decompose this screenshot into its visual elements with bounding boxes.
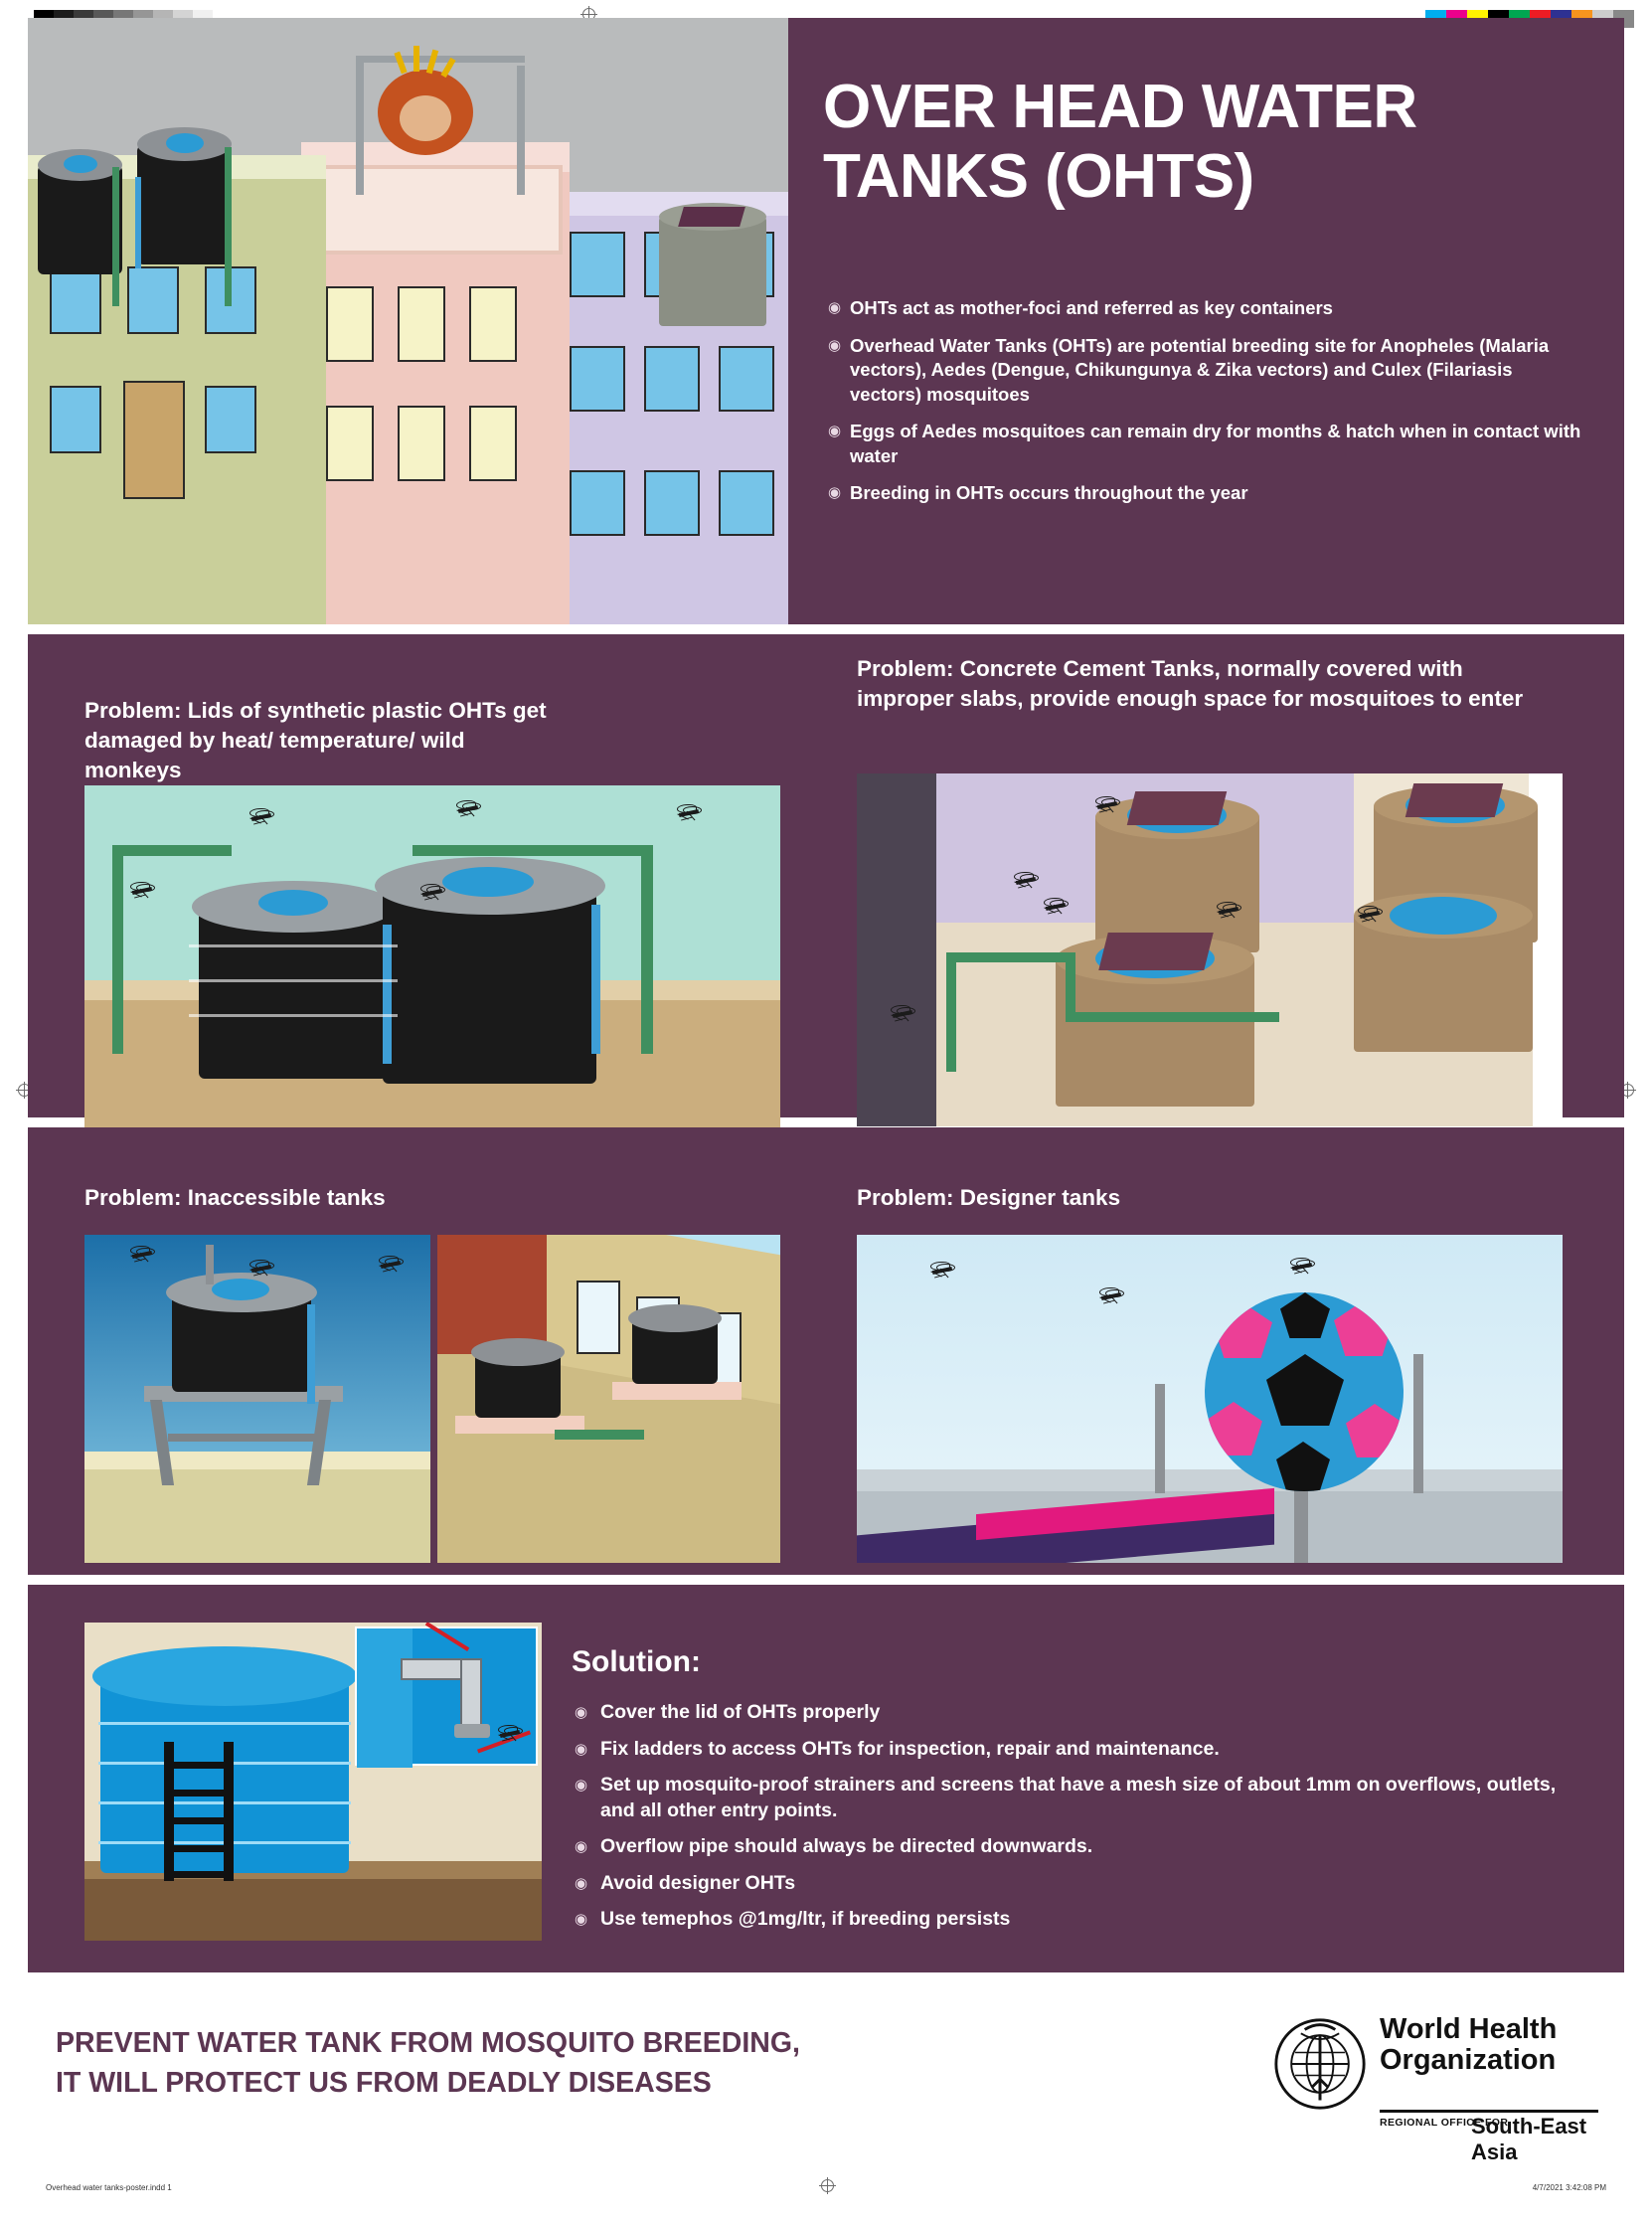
bullet-text: Overhead Water Tanks (OHTs) are potential breeding site for Anopheles (Malaria vectors), Aedes (Dengue, Chikungunya & Zika vectors) and Culex (Filariasis vectors) mosquitoes xyxy=(850,334,1550,405)
monkey-hair xyxy=(413,46,419,72)
who-logo-block xyxy=(1272,2010,1600,2164)
mosquito-icon xyxy=(1008,871,1042,891)
overflow-pipe xyxy=(112,167,119,306)
ledge xyxy=(612,1382,742,1400)
football-panel xyxy=(1266,1354,1344,1426)
window xyxy=(326,406,374,481)
list-item xyxy=(575,1700,1578,1726)
who-name-line2: Organization xyxy=(1380,2044,1557,2076)
mosquito-icon xyxy=(244,807,277,827)
rooftop-floor xyxy=(84,1463,430,1563)
tank-lid-closed xyxy=(92,1646,357,1706)
bullet-icon: ◉ xyxy=(575,1874,588,1892)
outlet-pipe xyxy=(307,1304,315,1404)
window xyxy=(719,346,774,412)
monkey-face xyxy=(400,95,451,141)
list-item xyxy=(828,334,1583,408)
image-concrete-tanks xyxy=(857,773,1563,1126)
plastic-water-tank xyxy=(137,145,232,264)
water-surface xyxy=(1390,897,1497,935)
bullet-icon: ◉ xyxy=(575,1740,588,1758)
mosquito-icon xyxy=(671,803,705,823)
window xyxy=(205,386,256,453)
ladder-rung xyxy=(164,1790,234,1797)
list-item xyxy=(575,1834,1578,1860)
header-bullet-list xyxy=(828,296,1583,519)
window xyxy=(570,232,625,297)
overflow-pipe xyxy=(413,845,651,856)
problem-caption-inaccessible-tanks: Problem: Inaccessible tanks xyxy=(84,1185,386,1210)
mosquito-icon xyxy=(885,1004,918,1024)
tank-support-post xyxy=(517,66,525,195)
mosquito-icon xyxy=(373,1255,407,1275)
rooftop-edge xyxy=(857,1469,1563,1491)
tank-rib xyxy=(189,1014,398,1017)
who-emblem-icon xyxy=(1272,2016,1368,2112)
list-item xyxy=(828,481,1583,506)
overflow-pipe xyxy=(225,147,232,306)
hero-illustration-rooftop-tanks xyxy=(28,18,788,624)
plastic-water-tank xyxy=(383,885,596,1084)
page-title xyxy=(823,73,1588,212)
water-surface xyxy=(442,867,534,897)
football-panel xyxy=(1346,1404,1404,1457)
bullet-icon: ◉ xyxy=(828,336,842,354)
window xyxy=(469,286,517,362)
who-name-line1: World Health xyxy=(1380,2013,1558,2045)
tank-lid xyxy=(471,1338,565,1366)
parapet-wall xyxy=(314,165,563,255)
list-item xyxy=(575,1907,1578,1933)
window xyxy=(127,266,179,334)
tank-lid xyxy=(628,1304,722,1332)
mosquito-icon xyxy=(1352,905,1386,925)
window xyxy=(570,346,625,412)
who-organization-name xyxy=(1380,2014,1557,2076)
list-item xyxy=(575,1773,1578,1823)
mosquito-icon xyxy=(1093,1286,1127,1306)
problem-caption-designer-tanks: Problem: Designer tanks xyxy=(857,1185,1121,1210)
mosquito-icon xyxy=(1284,1257,1318,1277)
window xyxy=(577,1281,620,1354)
designer-football-tank xyxy=(1205,1292,1404,1491)
improper-slab xyxy=(1098,933,1213,970)
solution-text: Cover the lid of OHTs properly xyxy=(600,1701,881,1723)
mosquito-icon xyxy=(124,1245,158,1265)
image-inaccessible-tank-ledge xyxy=(437,1235,780,1563)
bullet-icon: ◉ xyxy=(575,1704,588,1721)
window xyxy=(570,470,625,536)
outlet-pipe xyxy=(135,177,141,268)
ladder-rung xyxy=(164,1762,234,1769)
stand-brace xyxy=(168,1434,317,1442)
footer-slogan xyxy=(56,2023,800,2103)
window xyxy=(326,286,374,362)
list-item xyxy=(575,1737,1578,1763)
rooftop-edge xyxy=(84,1452,430,1469)
divider xyxy=(1380,2110,1598,2113)
water-surface xyxy=(212,1279,269,1300)
window xyxy=(398,286,445,362)
pipe xyxy=(1066,1012,1279,1022)
tank-rib xyxy=(189,944,398,947)
football-panel xyxy=(1276,1442,1330,1491)
problem-caption-concrete-tanks: Problem: Concrete Cement Tanks, normally covered with improper slabs, provide enough space for mosquitoes to enter xyxy=(857,656,1524,711)
print-slug-right: 4/7/2021 3:42:08 PM xyxy=(1532,2183,1606,2192)
list-item xyxy=(828,420,1583,468)
improper-slab xyxy=(1127,791,1227,825)
window xyxy=(398,406,445,481)
football-panel xyxy=(1213,1302,1272,1358)
ladder-rung xyxy=(164,1845,234,1852)
tank-slab xyxy=(678,207,745,227)
mesh-strainer xyxy=(454,1724,490,1738)
solution-text: Use temephos @1mg/ltr, if breeding persists xyxy=(600,1908,1011,1930)
football-panel xyxy=(1334,1300,1394,1356)
window xyxy=(50,386,101,453)
bullet-icon: ◉ xyxy=(828,423,842,439)
list-item xyxy=(828,296,1583,321)
solution-list xyxy=(575,1700,1578,1944)
image-inaccessible-tank-stand xyxy=(84,1235,430,1563)
bullet-text: OHTs act as mother-foci and referred as key containers xyxy=(850,297,1333,318)
inlet-pipe xyxy=(206,1245,214,1284)
overflow-pipe-downward xyxy=(460,1658,482,1732)
who-regional-office-label: REGIONAL OFFICE FOR xyxy=(1380,2117,1509,2129)
mosquito-icon xyxy=(124,881,158,901)
window xyxy=(644,346,700,412)
pipe xyxy=(946,952,956,1072)
football-panel xyxy=(1280,1292,1330,1338)
solution-title: Solution: xyxy=(572,1645,701,1678)
arrow-indicator xyxy=(425,1623,470,1651)
football-panel xyxy=(1205,1402,1262,1455)
bullet-text: Eggs of Aedes mosquitoes can remain dry for months & hatch when in contact with water xyxy=(850,421,1581,466)
mosquito-icon xyxy=(1211,901,1244,921)
who-region-name: South-East Asia xyxy=(1471,2114,1587,2164)
overflow-pipe xyxy=(112,845,232,856)
tank-rib xyxy=(98,1722,351,1725)
page-title-line2: TANKS (OHTS) xyxy=(823,142,1254,211)
overflow-pipe xyxy=(112,845,123,1054)
image-solution-tank-ladder xyxy=(84,1623,542,1941)
mosquito-icon xyxy=(492,1724,526,1744)
overflow-pipe xyxy=(641,845,653,1054)
floor xyxy=(84,1873,542,1941)
window xyxy=(469,406,517,481)
ladder-rung xyxy=(164,1817,234,1824)
footer-slogan-line2: IT WILL PROTECT US FROM DEADLY DISEASES xyxy=(56,2067,712,2099)
registration-mark-bottom xyxy=(821,2179,834,2192)
header-band xyxy=(28,18,1624,624)
mosquito-icon xyxy=(244,1259,277,1279)
solution-text: Avoid designer OHTs xyxy=(600,1871,796,1894)
mosquito-icon xyxy=(924,1261,958,1281)
image-plastic-ohts xyxy=(84,785,780,1128)
pipe xyxy=(946,952,1075,962)
water-surface xyxy=(258,890,328,916)
bullet-icon: ◉ xyxy=(575,1911,588,1928)
bullet-icon: ◉ xyxy=(828,484,842,501)
bullet-icon: ◉ xyxy=(575,1777,588,1794)
support-post xyxy=(1413,1354,1423,1493)
window xyxy=(50,266,101,334)
print-slug-left: Overhead water tanks-poster.indd 1 xyxy=(46,2183,172,2192)
problem-caption-plastic-lids: Problem: Lids of synthetic plastic OHTs get damaged by heat/ temperature/ wild monkeys xyxy=(84,698,547,782)
page-title-line1: OVER HEAD WATER xyxy=(823,73,1417,141)
improper-slab xyxy=(1405,783,1503,817)
mosquito-icon xyxy=(1089,795,1123,815)
tank-rib xyxy=(189,979,398,982)
door xyxy=(123,381,185,499)
tank-wall xyxy=(357,1628,413,1768)
inset-overflow-pipe-detail xyxy=(355,1626,538,1766)
footer-slogan-line1: PREVENT WATER TANK FROM MOSQUITO BREEDING, xyxy=(56,2027,800,2059)
plastic-water-tank xyxy=(38,165,122,274)
tank-support-post xyxy=(356,56,364,195)
support-post xyxy=(1155,1384,1165,1493)
window xyxy=(719,470,774,536)
mosquito-icon xyxy=(414,883,448,903)
pipe xyxy=(555,1430,644,1440)
mosquito-icon xyxy=(1038,897,1072,917)
outlet-pipe xyxy=(591,905,600,1054)
window xyxy=(644,470,700,536)
bullet-icon: ◉ xyxy=(575,1838,588,1855)
concrete-tank xyxy=(659,217,766,326)
water-surface xyxy=(166,133,204,153)
bullet-icon: ◉ xyxy=(828,299,842,316)
wall-shadow xyxy=(857,773,946,1126)
water-surface xyxy=(64,155,97,173)
solution-text: Fix ladders to access OHTs for inspection, repair and maintenance. xyxy=(600,1737,1220,1760)
monkey-illustration xyxy=(378,70,473,155)
image-designer-tank xyxy=(857,1235,1563,1563)
ladder-rung xyxy=(164,1871,234,1878)
list-item xyxy=(575,1871,1578,1897)
tank-support-beam xyxy=(356,56,525,63)
solution-text: Overflow pipe should always be directed downwards. xyxy=(600,1835,1093,1857)
mosquito-icon xyxy=(450,799,484,819)
bullet-text: Breeding in OHTs occurs throughout the year xyxy=(850,482,1248,503)
solution-text: Set up mosquito-proof strainers and screens that have a mesh size of about 1mm on overflows, outlets, and all other entry points. xyxy=(600,1774,1557,1821)
